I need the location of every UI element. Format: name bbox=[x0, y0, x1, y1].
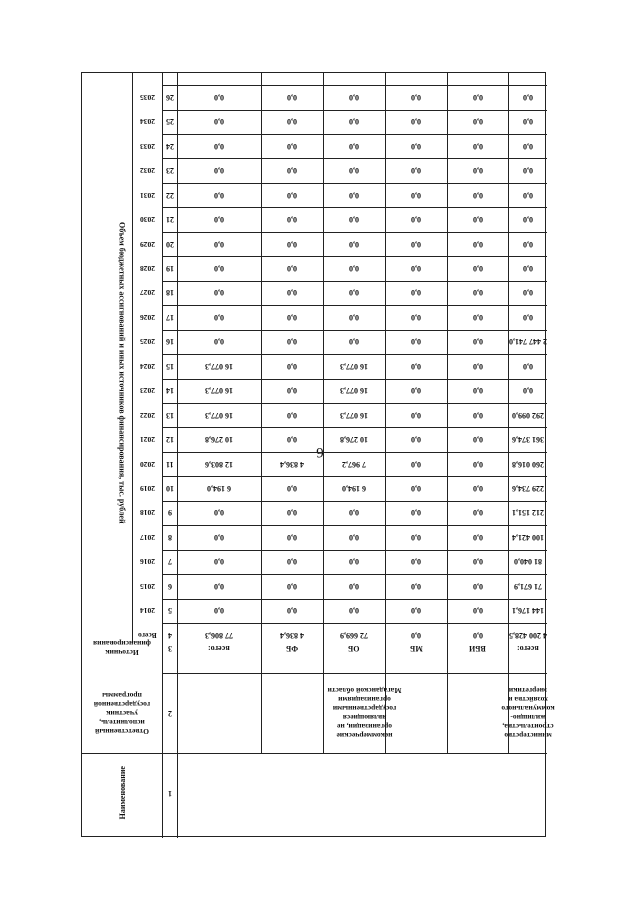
row-2-value-2017: 0,0 bbox=[349, 532, 359, 542]
row-1-value-2025: 0,0 bbox=[287, 337, 297, 347]
row-4-value-2014: 0,0 bbox=[472, 606, 483, 616]
budget-table bbox=[81, 72, 555, 837]
row-1-value-2035: 0,0 bbox=[287, 92, 297, 102]
row-2-value-2031: 0,0 bbox=[349, 190, 359, 200]
row-1-value-2022: 0,0 bbox=[287, 410, 297, 420]
row-4-value-2030: 0,0 bbox=[472, 215, 483, 225]
colnum-17: 17 bbox=[165, 312, 174, 322]
row-3-value-2034: 0,0 bbox=[411, 117, 421, 127]
row-3-value-2026: 0,0 bbox=[411, 312, 421, 322]
row-4-value-2026: 0,0 bbox=[472, 312, 483, 322]
colnum-6: 6 bbox=[167, 581, 172, 591]
row-1-value-2019: 0,0 bbox=[287, 484, 297, 494]
row-4-total: 0,0 bbox=[472, 630, 483, 640]
header-year-2028: 2028 bbox=[139, 263, 155, 273]
grid-hline-year-0 bbox=[162, 599, 547, 600]
colnum-25: 25 bbox=[165, 117, 174, 127]
row-1-source: ФБ bbox=[285, 643, 299, 653]
row-2-value-2015: 0,0 bbox=[349, 581, 359, 591]
row-4-value-2015: 0,0 bbox=[472, 581, 483, 591]
row-5-value-2020: 260 016,8 bbox=[511, 459, 544, 469]
row-5-value-2018: 212 151,1 bbox=[511, 508, 544, 518]
row-2-value-2025: 0,0 bbox=[349, 337, 359, 347]
row-4-value-2033: 0,0 bbox=[472, 141, 483, 151]
header-year-2018: 2018 bbox=[139, 508, 155, 518]
row-5-value-2025: 2 447 741,0 bbox=[508, 337, 547, 347]
row-1-value-2030: 0,0 bbox=[287, 215, 297, 225]
row-5-value-2016: 81 040,0 bbox=[513, 557, 542, 567]
grid-hline-year-13 bbox=[162, 281, 547, 282]
row-4-value-2028: 0,0 bbox=[472, 263, 483, 273]
row-1-value-2018: 0,0 bbox=[287, 508, 297, 518]
row-2-value-2024: 16 077,3 bbox=[340, 361, 368, 371]
header-year-2029: 2029 bbox=[139, 239, 155, 249]
row-3-value-2025: 0,0 bbox=[411, 337, 421, 347]
grid-vline-row-2 bbox=[385, 73, 386, 753]
colnum-11: 11 bbox=[165, 459, 174, 469]
row-2-value-2019: 6 194,0 bbox=[342, 484, 366, 494]
row-1-value-2029: 0,0 bbox=[287, 239, 297, 249]
header-year-2027: 2027 bbox=[139, 288, 155, 298]
row-4-value-2019: 0,0 bbox=[472, 484, 483, 494]
row-2-value-2014: 0,0 bbox=[349, 606, 359, 616]
grid-hline-year-21 bbox=[162, 85, 547, 86]
header-year-2025: 2025 bbox=[139, 337, 155, 347]
row-5-value-2014: 144 176,1 bbox=[511, 606, 544, 616]
row-5-value-2027: 0,0 bbox=[522, 288, 533, 298]
colnum-1: 1 bbox=[167, 788, 172, 798]
row-0-value-2033: 0,0 bbox=[214, 141, 224, 151]
row-5-value-2032: 0,0 bbox=[522, 166, 533, 176]
colnum-4: 4 bbox=[167, 630, 172, 640]
row-2-value-2034: 0,0 bbox=[349, 117, 359, 127]
row-3-value-2030: 0,0 bbox=[411, 215, 421, 225]
row-0-value-2024: 16 077,3 bbox=[205, 361, 233, 371]
row-3-value-2020: 0,0 bbox=[411, 459, 421, 469]
row-1-value-2028: 0,0 bbox=[287, 263, 297, 273]
row-3-value-2021: 0,0 bbox=[411, 435, 421, 445]
row-0-value-2019: 6 194,0 bbox=[207, 484, 231, 494]
row-2-value-2032: 0,0 bbox=[349, 166, 359, 176]
row-0-value-2030: 0,0 bbox=[214, 215, 224, 225]
grid-hline-year-14 bbox=[162, 256, 547, 257]
row-0-value-2029: 0,0 bbox=[214, 239, 224, 249]
row-0-value-2028: 0,0 bbox=[214, 263, 224, 273]
row-3-value-2028: 0,0 bbox=[411, 263, 421, 273]
grid-hline-year-6 bbox=[162, 452, 547, 453]
grid-vline-row-0 bbox=[261, 73, 262, 753]
row-0-value-2022: 16 077,3 bbox=[205, 410, 233, 420]
row-3-value-2016: 0,0 bbox=[411, 557, 421, 567]
colnum-13: 13 bbox=[165, 410, 174, 420]
colnum-12: 12 bbox=[165, 435, 174, 445]
row-1-value-2024: 0,0 bbox=[287, 361, 297, 371]
grid-hline-year-19 bbox=[162, 134, 547, 135]
row-0-value-2023: 16 077,3 bbox=[205, 386, 233, 396]
row-4-value-2017: 0,0 bbox=[472, 532, 483, 542]
row-1-value-2032: 0,0 bbox=[287, 166, 297, 176]
row-0-value-2016: 0,0 bbox=[214, 557, 224, 567]
grid-vline-row-3 bbox=[447, 73, 448, 753]
row-1-value-2033: 0,0 bbox=[287, 141, 297, 151]
colnum-5: 5 bbox=[167, 606, 172, 616]
grid-hline-year-7 bbox=[162, 427, 547, 428]
row-2-value-2022: 16 077,3 bbox=[340, 410, 368, 420]
grid-hline-year-15 bbox=[162, 232, 547, 233]
row-5-value-2021: 361 374,6 bbox=[511, 435, 544, 445]
row-4-value-2035: 0,0 bbox=[472, 92, 483, 102]
row-4-source: ВБИ bbox=[469, 643, 486, 653]
row-4-value-2018: 0,0 bbox=[472, 508, 483, 518]
row-0-value-2026: 0,0 bbox=[214, 312, 224, 322]
header-volume: Объем бюджетных ассигнований и иных источников финансирования, тыс. рублей bbox=[117, 222, 127, 524]
row-4-value-2031: 0,0 bbox=[472, 190, 483, 200]
header-source: Источник финансирования bbox=[93, 639, 151, 657]
row-5-value-2019: 229 734,6 bbox=[511, 484, 544, 494]
row-1-value-2017: 0,0 bbox=[287, 532, 297, 542]
executor-nko: некоммерческие организации, не являющиеся государственными организациями Магаданской области bbox=[327, 686, 401, 740]
row-3-value-2031: 0,0 bbox=[411, 190, 421, 200]
grid-vline-number bbox=[162, 73, 163, 838]
row-4-value-2025: 0,0 bbox=[472, 337, 483, 347]
colnum-22: 22 bbox=[165, 190, 174, 200]
row-1-value-2031: 0,0 bbox=[287, 190, 297, 200]
row-0-value-2014: 0,0 bbox=[214, 606, 224, 616]
row-0-value-2032: 0,0 bbox=[214, 166, 224, 176]
row-1-value-2021: 0,0 bbox=[287, 435, 297, 445]
colnum-10: 10 bbox=[165, 484, 174, 494]
grid-hline-source bbox=[162, 623, 547, 624]
header-year-2023: 2023 bbox=[139, 386, 155, 396]
row-0-value-2035: 0,0 bbox=[214, 92, 224, 102]
grid-hline-year-8 bbox=[162, 403, 547, 404]
colnum-21: 21 bbox=[165, 215, 174, 225]
colnum-18: 18 bbox=[165, 288, 174, 298]
row-3-value-2033: 0,0 bbox=[411, 141, 421, 151]
row-4-value-2029: 0,0 bbox=[472, 239, 483, 249]
colnum-15: 15 bbox=[165, 361, 174, 371]
colnum-2: 2 bbox=[167, 708, 172, 718]
colnum-24: 24 bbox=[165, 141, 174, 151]
grid-hline-name bbox=[82, 753, 547, 754]
row-4-value-2023: 0,0 bbox=[472, 386, 483, 396]
row-5-value-2031: 0,0 bbox=[522, 190, 533, 200]
row-2-value-2016: 0,0 bbox=[349, 557, 359, 567]
row-0-value-2017: 0,0 bbox=[214, 532, 224, 542]
colnum-8: 8 bbox=[167, 532, 172, 542]
colnum-26: 26 bbox=[165, 92, 174, 102]
grid-hline-year-1 bbox=[162, 574, 547, 575]
row-2-value-2018: 0,0 bbox=[349, 508, 359, 518]
row-4-value-2024: 0,0 bbox=[472, 361, 483, 371]
row-3-value-2017: 0,0 bbox=[411, 532, 421, 542]
header-year-2035: 2035 bbox=[139, 92, 155, 102]
row-5-value-2015: 71 671,9 bbox=[513, 581, 542, 591]
row-3-value-2032: 0,0 bbox=[411, 166, 421, 176]
header-year-2022: 2022 bbox=[139, 410, 155, 420]
row-1-value-2014: 0,0 bbox=[287, 606, 297, 616]
row-5-value-2033: 0,0 bbox=[522, 141, 533, 151]
colnum-20: 20 bbox=[165, 239, 174, 249]
header-year-2016: 2016 bbox=[139, 557, 155, 567]
header-year-2034: 2034 bbox=[139, 117, 155, 127]
row-1-value-2026: 0,0 bbox=[287, 312, 297, 322]
row-4-value-2022: 0,0 bbox=[472, 410, 483, 420]
row-5-value-2023: 0,0 bbox=[522, 386, 533, 396]
header-year-2032: 2032 bbox=[139, 166, 155, 176]
row-3-value-2023: 0,0 bbox=[411, 386, 421, 396]
row-3-value-2029: 0,0 bbox=[411, 239, 421, 249]
row-3-value-2018: 0,0 bbox=[411, 508, 421, 518]
grid-hline-year-18 bbox=[162, 158, 547, 159]
row-0-total: 77 806,3 bbox=[205, 630, 233, 640]
row-4-value-2020: 0,0 bbox=[472, 459, 483, 469]
row-2-source: ОБ bbox=[348, 643, 360, 653]
row-2-value-2033: 0,0 bbox=[349, 141, 359, 151]
row-5-value-2030: 0,0 bbox=[522, 215, 533, 225]
header-year-2015: 2015 bbox=[139, 581, 155, 591]
grid-vline-header bbox=[177, 73, 178, 838]
header-executor: Ответственный исполнитель, участник государственной программы bbox=[93, 690, 151, 736]
row-0-value-2034: 0,0 bbox=[214, 117, 224, 127]
grid-hline-year-11 bbox=[162, 330, 547, 331]
row-0-value-2021: 10 276,8 bbox=[205, 435, 233, 445]
row-5-value-2024: 0,0 bbox=[522, 361, 533, 371]
grid-hline-year-10 bbox=[162, 354, 547, 355]
row-3-value-2035: 0,0 bbox=[411, 92, 421, 102]
row-4-value-2034: 0,0 bbox=[472, 117, 483, 127]
grid-vline-row-4 bbox=[508, 73, 509, 753]
grid-hline-executor bbox=[162, 673, 547, 674]
row-5-total: 4 200 428,5 bbox=[508, 630, 547, 640]
row-0-value-2025: 0,0 bbox=[214, 337, 224, 347]
row-4-value-2021: 0,0 bbox=[472, 435, 483, 445]
colnum-16: 16 bbox=[165, 337, 174, 347]
row-0-value-2020: 12 803,6 bbox=[205, 459, 233, 469]
row-0-value-2015: 0,0 bbox=[214, 581, 224, 591]
row-1-value-2015: 0,0 bbox=[287, 581, 297, 591]
row-3-value-2022: 0,0 bbox=[411, 410, 421, 420]
row-5-value-2026: 0,0 bbox=[522, 312, 533, 322]
header-year-2020: 2020 bbox=[139, 459, 155, 469]
grid-vline-row-1 bbox=[323, 73, 324, 753]
row-3-value-2027: 0,0 bbox=[411, 288, 421, 298]
header-year-2017: 2017 bbox=[139, 532, 155, 542]
grid-hline-year-17 bbox=[162, 183, 547, 184]
grid-hline-year-4 bbox=[162, 501, 547, 502]
row-1-value-2027: 0,0 bbox=[287, 288, 297, 298]
row-1-value-2023: 0,0 bbox=[287, 386, 297, 396]
row-0-value-2018: 0,0 bbox=[214, 508, 224, 518]
row-2-total: 72 669,9 bbox=[340, 630, 368, 640]
row-4-value-2032: 0,0 bbox=[472, 166, 483, 176]
row-2-value-2030: 0,0 bbox=[349, 215, 359, 225]
header-year-2019: 2019 bbox=[139, 484, 155, 494]
header-year-2026: 2026 bbox=[139, 312, 155, 322]
row-5-value-2034: 0,0 bbox=[522, 117, 533, 127]
row-3-source: МБ bbox=[409, 643, 423, 653]
grid-hline-year-5 bbox=[162, 476, 547, 477]
grid-hline-year-16 bbox=[162, 207, 547, 208]
grid-hline-year-2 bbox=[162, 550, 547, 551]
row-5-value-2035: 0,0 bbox=[522, 92, 533, 102]
header-year-2014: 2014 bbox=[139, 606, 155, 616]
colnum-19: 19 bbox=[165, 263, 174, 273]
colnum-7: 7 bbox=[167, 557, 172, 567]
row-4-value-2016: 0,0 bbox=[472, 557, 483, 567]
colnum-3: 3 bbox=[167, 643, 172, 653]
row-0-source: всего: bbox=[208, 643, 230, 653]
header-year-2031: 2031 bbox=[139, 190, 155, 200]
row-5-source: всего: bbox=[516, 643, 539, 653]
row-2-value-2027: 0,0 bbox=[349, 288, 359, 298]
executor-ministry: министерство строительства, жилищно-коммунального хозяйства и энергетики bbox=[500, 686, 555, 740]
colnum-14: 14 bbox=[165, 386, 174, 396]
row-5-value-2022: 292 099,0 bbox=[511, 410, 544, 420]
row-2-value-2020: 7 967,2 bbox=[342, 459, 366, 469]
header-year-2033: 2033 bbox=[139, 141, 155, 151]
row-3-value-2015: 0,0 bbox=[411, 581, 421, 591]
header-year-2030: 2030 bbox=[139, 215, 155, 225]
header-year-2021: 2021 bbox=[139, 435, 155, 445]
grid-hline-year-9 bbox=[162, 379, 547, 380]
colnum-9: 9 bbox=[167, 508, 172, 518]
row-2-value-2021: 10 276,8 bbox=[340, 435, 368, 445]
row-2-value-2026: 0,0 bbox=[349, 312, 359, 322]
row-5-value-2028: 0,0 bbox=[522, 263, 533, 273]
row-3-value-2014: 0,0 bbox=[411, 606, 421, 616]
row-5-value-2017: 100 421,4 bbox=[511, 532, 544, 542]
row-1-total: 4 836,4 bbox=[280, 630, 304, 640]
row-2-value-2028: 0,0 bbox=[349, 263, 359, 273]
header-total: Всего bbox=[137, 630, 157, 640]
colnum-23: 23 bbox=[165, 166, 174, 176]
row-2-value-2023: 16 077,3 bbox=[340, 386, 368, 396]
row-1-value-2016: 0,0 bbox=[287, 557, 297, 567]
row-5-value-2029: 0,0 bbox=[522, 239, 533, 249]
header-name: Наименование bbox=[117, 766, 127, 820]
grid-hline-year-12 bbox=[162, 305, 547, 306]
row-3-total: 0,0 bbox=[411, 630, 421, 640]
grid-hline-year-3 bbox=[162, 525, 547, 526]
grid-vline-yearlabels bbox=[132, 73, 133, 643]
header-year-2024: 2024 bbox=[139, 361, 155, 371]
row-0-value-2031: 0,0 bbox=[214, 190, 224, 200]
row-3-value-2019: 0,0 bbox=[411, 484, 421, 494]
row-1-value-2034: 0,0 bbox=[287, 117, 297, 127]
row-1-value-2020: 4 836,4 bbox=[280, 459, 304, 469]
row-0-value-2027: 0,0 bbox=[214, 288, 224, 298]
row-2-value-2029: 0,0 bbox=[349, 239, 359, 249]
row-3-value-2024: 0,0 bbox=[411, 361, 421, 371]
row-4-value-2027: 0,0 bbox=[472, 288, 483, 298]
grid-hline-year-20 bbox=[162, 110, 547, 111]
row-2-value-2035: 0,0 bbox=[349, 92, 359, 102]
